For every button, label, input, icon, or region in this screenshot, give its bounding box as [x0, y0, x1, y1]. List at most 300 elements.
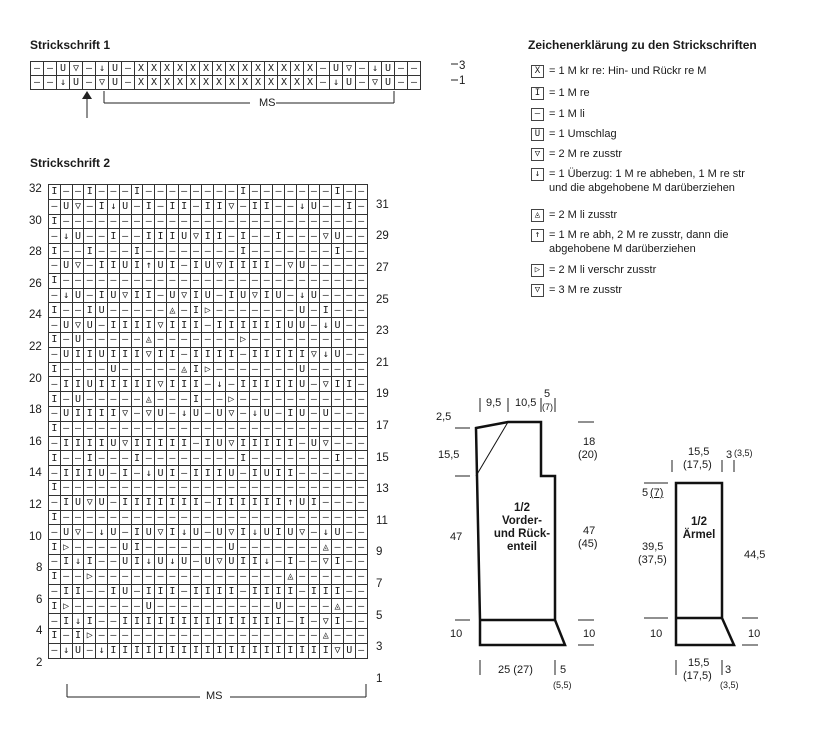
chart2-cell: ▽ — [308, 347, 320, 362]
chart2-cell: – — [308, 185, 320, 200]
chart2-cell: ↓ — [60, 288, 72, 303]
chart2-cell: – — [166, 599, 178, 614]
chart2-cell: – — [96, 614, 108, 629]
chart2-cell: – — [49, 229, 61, 244]
chart2-cell: U — [178, 554, 190, 569]
chart1-cell: X — [226, 62, 239, 76]
chart1-cell: – — [44, 62, 57, 76]
chart2-cell: – — [72, 244, 84, 259]
chart2-cell: – — [131, 406, 143, 421]
chart2-cell: – — [355, 185, 367, 200]
legend-text: = 1 M kr re: Hin- und Rückr re M — [549, 65, 707, 77]
chart2-row-label-left: 22 — [29, 341, 42, 353]
chart2-cell: – — [96, 244, 108, 259]
chart2-cell: – — [155, 480, 167, 495]
chart2-cell: – — [225, 303, 237, 318]
body-label-line1: Vorder- — [501, 515, 543, 527]
chart2-cell: – — [119, 244, 131, 259]
chart2-cell: – — [249, 451, 261, 466]
chart2-cell: ▽ — [225, 199, 237, 214]
chart2-cell: – — [273, 273, 285, 288]
chart2-cell: I — [249, 436, 261, 451]
chart2-cell: – — [355, 303, 367, 318]
chart1-cell: X — [226, 76, 239, 90]
chart2-cell: ▷ — [202, 303, 214, 318]
chart2-cell: – — [249, 480, 261, 495]
chart2-cell: – — [320, 599, 332, 614]
chart1-cell: – — [31, 62, 44, 76]
chart2-row-label-right: 21 — [376, 356, 389, 369]
chart2-cell: I — [131, 288, 143, 303]
chart2-cell: ▷ — [84, 569, 96, 584]
chart2-cell: ↓ — [72, 614, 84, 629]
chart2-cell: – — [308, 599, 320, 614]
chart2-cell: I — [72, 466, 84, 481]
legend-text: = 2 M li verschr zusstr — [549, 264, 657, 276]
chart2-cell: – — [355, 643, 367, 658]
chart2-cell: – — [96, 599, 108, 614]
chart2-cell: – — [49, 288, 61, 303]
chart2-cell: – — [60, 362, 72, 377]
chart2-cell: I — [131, 495, 143, 510]
chart2-cell: I — [261, 199, 273, 214]
sleeve-right-44-5: 44,5 — [744, 549, 766, 561]
chart2-cell: I — [237, 554, 249, 569]
chart2-cell: I — [49, 303, 61, 318]
chart2-cell: – — [273, 332, 285, 347]
chart2-cell: ▽ — [320, 229, 332, 244]
chart2-cell: U — [308, 199, 320, 214]
chart1-cell: X — [213, 76, 226, 90]
chart2-cell: I — [284, 584, 296, 599]
chart2-cell: – — [214, 185, 226, 200]
chart2-cell: – — [284, 362, 296, 377]
chart2-cell: – — [96, 480, 108, 495]
chart2-cell: – — [237, 599, 249, 614]
chart2-cell: U — [119, 554, 131, 569]
chart2-cell: – — [249, 599, 261, 614]
chart2-cell: – — [332, 214, 344, 229]
chart2-cell: – — [237, 510, 249, 525]
chart2-cell: ▽ — [178, 288, 190, 303]
chart2-cell: – — [202, 377, 214, 392]
chart2-cell: – — [131, 599, 143, 614]
chart2-cell: I — [49, 421, 61, 436]
chart2-cell: – — [296, 244, 308, 259]
chart2-cell: – — [308, 229, 320, 244]
chart2-cell: – — [332, 332, 344, 347]
chart2-row-label-right: 3 — [376, 641, 383, 654]
chart1-cell: X — [213, 62, 226, 76]
chart2-cell: I — [249, 643, 261, 658]
chart2-cell: – — [202, 332, 214, 347]
chart2-cell: I — [49, 185, 61, 200]
chart2-cell: I — [190, 466, 202, 481]
chart2-cell: – — [119, 510, 131, 525]
chart2-cell: – — [343, 332, 355, 347]
chart2-cell: ↓ — [96, 643, 108, 658]
chart2-cell: – — [49, 643, 61, 658]
chart2-cell: ↓ — [249, 406, 261, 421]
chart2-cell: – — [49, 554, 61, 569]
chart2-cell: – — [60, 421, 72, 436]
chart1-cell: X — [278, 62, 291, 76]
chart2-cell: ▽ — [143, 406, 155, 421]
chart2-cell: – — [355, 584, 367, 599]
chart2-cell: – — [343, 554, 355, 569]
chart2-cell: – — [249, 332, 261, 347]
chart2-cell: – — [261, 510, 273, 525]
chart2-cell: – — [343, 599, 355, 614]
chart2-cell: – — [343, 347, 355, 362]
chart2-cell: U — [202, 288, 214, 303]
chart2-cell: – — [178, 214, 190, 229]
chart2-cell: – — [284, 214, 296, 229]
chart2-cell: – — [143, 480, 155, 495]
chart2-cell: – — [343, 288, 355, 303]
chart2-cell: I — [143, 614, 155, 629]
chart2-cell: – — [190, 510, 202, 525]
chart2-cell: – — [273, 451, 285, 466]
chart2-cell: – — [107, 214, 119, 229]
chart2-cell: – — [308, 614, 320, 629]
chart2-cell: – — [355, 377, 367, 392]
chart2-cell: I — [249, 554, 261, 569]
chart2-cell: I — [284, 554, 296, 569]
chart2-cell: I — [190, 362, 202, 377]
chart2-cell: – — [249, 273, 261, 288]
chart2-cell: – — [284, 199, 296, 214]
chart2-cell: ▽ — [332, 643, 344, 658]
chart2-cell: I — [84, 244, 96, 259]
chart2-cell: I — [273, 643, 285, 658]
chart2-cell: – — [143, 451, 155, 466]
chart2-cell: – — [320, 510, 332, 525]
chart1-cell: X — [252, 62, 265, 76]
chart2-cell: I — [131, 318, 143, 333]
chart2-cell: – — [343, 436, 355, 451]
chart2-cell: U — [332, 347, 344, 362]
chart2-cell: ↓ — [249, 525, 261, 540]
chart2-cell: I — [273, 377, 285, 392]
chart2-row-label-right: 11 — [376, 514, 388, 527]
chart2-cell: U — [320, 406, 332, 421]
sleeve-bottom-3-alt: (3,5) — [720, 680, 739, 690]
chart2-cell: – — [202, 540, 214, 555]
chart2-cell: – — [49, 614, 61, 629]
chart2-cell: ↓ — [60, 643, 72, 658]
chart2-cell: ◬ — [178, 362, 190, 377]
chart2-cell: I — [72, 436, 84, 451]
chart2-cell: – — [190, 421, 202, 436]
chart2-cell: I — [332, 244, 344, 259]
body-right-10: 10 — [583, 628, 596, 640]
chart2-cell: – — [355, 451, 367, 466]
chart2-cell: – — [284, 185, 296, 200]
chart2-cell: I — [72, 628, 84, 643]
chart2-cell: I — [131, 185, 143, 200]
chart2-cell: – — [343, 451, 355, 466]
chart1-cell: X — [161, 76, 174, 90]
chart2-cell: I — [249, 199, 261, 214]
chart2-cell: – — [202, 244, 214, 259]
chart2-cell: – — [308, 466, 320, 481]
chart2-cell: – — [296, 584, 308, 599]
chart2-cell: I — [155, 584, 167, 599]
chart2-cell: I — [284, 643, 296, 658]
chart2-cell: U — [84, 318, 96, 333]
chart2-cell: I — [214, 229, 226, 244]
chart2-cell: I — [273, 584, 285, 599]
chart2-cell: – — [131, 584, 143, 599]
chart2-row-label-right: 9 — [376, 546, 383, 559]
chart2-cell: I — [166, 258, 178, 273]
chart2-cell: – — [155, 332, 167, 347]
chart2-cell: – — [119, 569, 131, 584]
legend-symbol: I — [531, 87, 544, 100]
chart2-cell: I — [96, 377, 108, 392]
chart2-cell: ▽ — [320, 614, 332, 629]
chart2-cell: U — [214, 436, 226, 451]
chart2-cell: ↓ — [261, 554, 273, 569]
chart2-cell: I — [49, 392, 61, 407]
chart2-cell: I — [131, 525, 143, 540]
chart1-cell: ↓ — [96, 62, 109, 76]
chart1-cell: X — [291, 76, 304, 90]
chart2-cell: – — [84, 258, 96, 273]
chart2-row-label-left: 30 — [29, 214, 42, 227]
chart2-cell: I — [84, 303, 96, 318]
chart2-cell: ↓ — [72, 554, 84, 569]
chart2-cell: – — [249, 392, 261, 407]
legend-text: = 1 M re — [549, 87, 590, 99]
chart2-cell: – — [190, 273, 202, 288]
chart1-cell: X — [252, 76, 265, 90]
chart2-row-label-left: 12 — [29, 499, 42, 511]
chart2-cell: – — [343, 406, 355, 421]
legend-text: = 2 M li zusstr — [549, 209, 618, 221]
chart2-row-label-right: 23 — [376, 325, 389, 338]
chart2-cell: I — [214, 199, 226, 214]
chart2-cell: I — [273, 614, 285, 629]
chart2-cell: – — [143, 185, 155, 200]
chart2-cell: – — [202, 273, 214, 288]
chart2-cell: – — [131, 362, 143, 377]
chart2-cell: – — [249, 421, 261, 436]
chart2-cell: U — [261, 525, 273, 540]
chart2-cell: – — [96, 185, 108, 200]
chart2-row-label-left: 24 — [29, 309, 42, 322]
chart2-cell: I — [273, 318, 285, 333]
chart2-cell: – — [49, 466, 61, 481]
chart1-cell: – — [356, 76, 369, 90]
chart2-cell: – — [355, 614, 367, 629]
chart2-cell: U — [296, 258, 308, 273]
chart2-cell: I — [155, 229, 167, 244]
chart1-cell: U — [109, 76, 122, 90]
chart2-cell: – — [119, 214, 131, 229]
sleeve-label-name: Ärmel — [682, 529, 716, 541]
chart2-cell: – — [107, 421, 119, 436]
chart2-cell: – — [320, 495, 332, 510]
chart2-cell: – — [96, 584, 108, 599]
chart2-cell: I — [131, 451, 143, 466]
chart2-cell: – — [308, 451, 320, 466]
chart2-cell: – — [308, 421, 320, 436]
chart2-cell: I — [202, 436, 214, 451]
chart1-cell: X — [304, 76, 317, 90]
chart2-cell: – — [343, 480, 355, 495]
chart2-cell: I — [249, 614, 261, 629]
chart2-cell: – — [190, 214, 202, 229]
chart2-cell: I — [84, 554, 96, 569]
chart2-cell: U — [72, 229, 84, 244]
chart2-cell: – — [107, 480, 119, 495]
chart2-cell: – — [84, 480, 96, 495]
chart2-cell: I — [237, 229, 249, 244]
chart2-cell: ◬ — [320, 628, 332, 643]
chart2-cell: U — [60, 525, 72, 540]
chart1-cell: – — [317, 62, 330, 76]
chart2-cell: – — [84, 392, 96, 407]
chart2-cell: – — [284, 288, 296, 303]
chart2-cell: – — [343, 628, 355, 643]
chart2-cell: – — [166, 421, 178, 436]
chart2-cell: – — [320, 362, 332, 377]
chart2-cell: – — [355, 258, 367, 273]
chart2-cell: – — [72, 185, 84, 200]
chart2-cell: I — [249, 584, 261, 599]
chart1-cell: ▽ — [343, 62, 356, 76]
chart2-cell: – — [249, 628, 261, 643]
chart2-cell: U — [60, 406, 72, 421]
chart2-cell: – — [190, 185, 202, 200]
chart2-cell: – — [296, 229, 308, 244]
chart2-cell: – — [119, 332, 131, 347]
chart2-cell: ▷ — [60, 540, 72, 555]
chart2-cell: U — [296, 406, 308, 421]
chart2-cell: – — [308, 510, 320, 525]
chart2-cell: – — [273, 214, 285, 229]
chart2-cell: – — [225, 185, 237, 200]
chart1-cell: – — [317, 76, 330, 90]
chart2-cell: U — [308, 288, 320, 303]
chart2-cell: – — [119, 273, 131, 288]
chart2-cell: – — [60, 392, 72, 407]
chart1-cell: ▽ — [96, 76, 109, 90]
chart2-row-label-left: 8 — [36, 562, 43, 575]
chart2-cell: U — [332, 318, 344, 333]
chart2-cell: U — [296, 495, 308, 510]
chart2-cell: – — [296, 392, 308, 407]
body-left-15-5: 15,5 — [438, 449, 460, 461]
chart2-cell: – — [332, 569, 344, 584]
chart2-cell: I — [273, 347, 285, 362]
chart2-cell: I — [166, 643, 178, 658]
chart2-cell: – — [72, 303, 84, 318]
chart2-cell: U — [284, 318, 296, 333]
chart2-cell: – — [308, 540, 320, 555]
chart2-row-label-left: 32 — [29, 183, 42, 195]
chart2-cell: – — [284, 540, 296, 555]
chart2-cell: – — [320, 258, 332, 273]
chart2-cell: I — [143, 229, 155, 244]
chart2-row-label-left: 28 — [29, 246, 42, 259]
chart2-cell: – — [308, 214, 320, 229]
chart2-cell: I — [308, 584, 320, 599]
chart2-row-label-left: 16 — [29, 435, 42, 448]
chart2-cell: – — [190, 436, 202, 451]
chart2-cell: I — [166, 199, 178, 214]
sleeve-bottom-width: 15,5 — [688, 657, 710, 669]
chart2-cell: – — [190, 628, 202, 643]
chart2-cell: ▽ — [155, 377, 167, 392]
chart2-cell: – — [308, 525, 320, 540]
chart1-cell: X — [148, 62, 161, 76]
chart2-cell: U — [84, 377, 96, 392]
chart2-cell: I — [49, 362, 61, 377]
chart2-cell: – — [60, 510, 72, 525]
legend-symbol: U — [531, 128, 544, 141]
chart2-cell: ↓ — [320, 525, 332, 540]
chart2-cell: I — [119, 466, 131, 481]
chart2-cell: I — [332, 451, 344, 466]
chart2-cell: – — [178, 569, 190, 584]
chart2-cell: – — [190, 540, 202, 555]
chart2-cell: – — [72, 214, 84, 229]
chart2-cell: I — [155, 347, 167, 362]
chart2-cell: – — [49, 347, 61, 362]
chart2-cell: – — [178, 421, 190, 436]
chart2-row-label-left: 14 — [29, 467, 42, 480]
chart2-cell: I — [166, 436, 178, 451]
chart2-cell: – — [143, 540, 155, 555]
chart2-cell: – — [214, 214, 226, 229]
chart2-cell: – — [178, 584, 190, 599]
chart2-cell: – — [155, 569, 167, 584]
chart2-cell: I — [178, 199, 190, 214]
chart2-cell: U — [296, 318, 308, 333]
chart1-ms-label: MS — [259, 97, 276, 109]
chart2-cell: – — [84, 288, 96, 303]
chart2-row-label-right: 15 — [376, 451, 389, 464]
chart2-cell: U — [96, 495, 108, 510]
chart1-cell: X — [174, 62, 187, 76]
chart2-cell: – — [308, 628, 320, 643]
chart1-cell: X — [239, 76, 252, 90]
chart2-cell: U — [190, 525, 202, 540]
chart1-cell: – — [83, 62, 96, 76]
chart2-cell: – — [214, 362, 226, 377]
chart2-cell: – — [261, 303, 273, 318]
chart2-cell: U — [155, 258, 167, 273]
chart2-cell: I — [261, 318, 273, 333]
chart2-cell: – — [155, 214, 167, 229]
legend-text: = 3 M re zusstr — [549, 284, 623, 296]
chart2-cell: I — [143, 199, 155, 214]
chart2-cell: – — [273, 540, 285, 555]
chart2-cell: – — [296, 421, 308, 436]
chart2-cell: – — [96, 510, 108, 525]
body-bottom-width: 25 (27) — [498, 664, 533, 676]
chart2-cell: ▽ — [190, 229, 202, 244]
chart2-row-label-right: 29 — [376, 230, 389, 243]
chart2-cell: – — [237, 199, 249, 214]
chart2-cell: – — [84, 525, 96, 540]
chart2-cell: – — [119, 525, 131, 540]
chart2-cell: – — [96, 392, 108, 407]
chart2-cell: – — [131, 510, 143, 525]
